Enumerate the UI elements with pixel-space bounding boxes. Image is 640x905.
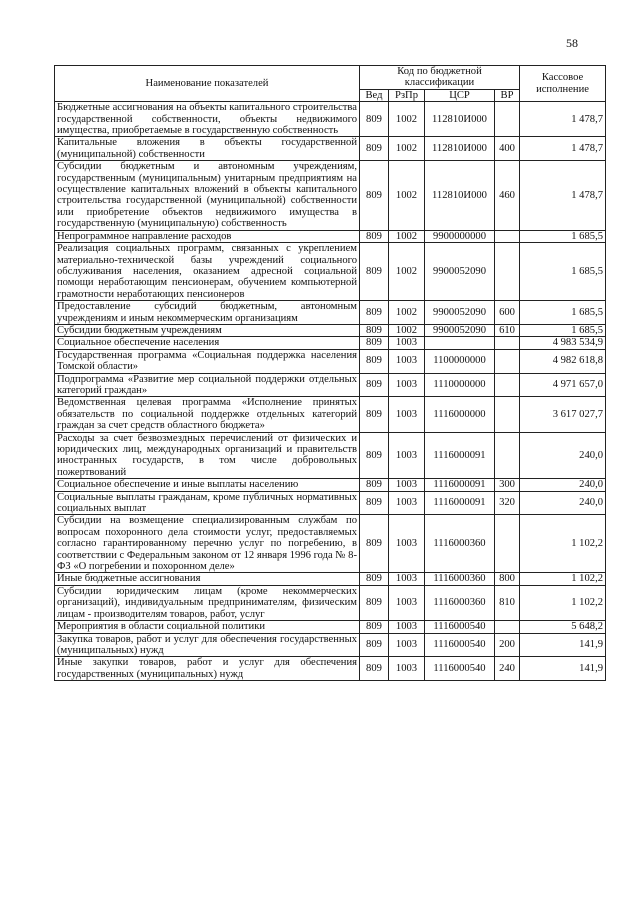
header-ved: Вед	[360, 89, 389, 101]
row-vr: 200	[495, 633, 520, 657]
row-amount: 1 102,2	[520, 515, 606, 573]
row-ved: 809	[360, 324, 389, 336]
row-vr: 610	[495, 324, 520, 336]
table-row	[55, 102, 606, 137]
table-row	[55, 161, 606, 230]
row-rzpr: 1002	[389, 102, 425, 137]
row-csr: 1116000091	[425, 432, 495, 479]
row-vr	[495, 349, 520, 373]
row-amount: 240,0	[520, 432, 606, 479]
row-csr	[425, 337, 495, 349]
row-ved: 809	[360, 515, 389, 573]
row-csr: 112810И000	[425, 161, 495, 230]
row-vr	[495, 432, 520, 479]
row-name: Предоставление субсидий бюджетным, автономным учреждениям и иным некоммерческим организациям	[55, 301, 360, 325]
row-rzpr: 1003	[389, 657, 425, 681]
row-name: Капитальные вложения в объекты государственной (муниципальной) собственности	[55, 137, 360, 161]
row-name: Субсидии на возмещение специализированным службам по вопросам похоронного дела стоимости услуг, предоставляемых согласно гарантированному перечню услуг по погребению, в соответствии с Федеральным законом от 12 января 1996 года № 8-ФЗ «О погребении и похоронном деле»	[55, 515, 360, 573]
table-row	[55, 137, 606, 161]
table-body	[55, 102, 606, 681]
row-vr	[495, 373, 520, 397]
row-rzpr: 1003	[389, 337, 425, 349]
table-row	[55, 633, 606, 657]
row-name: Подпрограмма «Развитие мер социальной поддержки отдельных категорий граждан»	[55, 373, 360, 397]
table-row	[55, 337, 606, 349]
header-name: Наименование показателей	[55, 66, 360, 102]
row-ved: 809	[360, 230, 389, 242]
row-csr: 9900052090	[425, 301, 495, 325]
row-amount: 4 982 618,8	[520, 349, 606, 373]
row-vr: 810	[495, 585, 520, 620]
table-row	[55, 491, 606, 515]
row-vr	[495, 337, 520, 349]
row-ved: 809	[360, 301, 389, 325]
row-vr	[495, 621, 520, 633]
row-rzpr: 1003	[389, 585, 425, 620]
row-vr: 800	[495, 573, 520, 585]
row-ved: 809	[360, 102, 389, 137]
page-number: 58	[566, 36, 578, 50]
row-amount: 141,9	[520, 657, 606, 681]
row-name: Субсидии юридическим лицам (кроме некоммерческих организаций), индивидуальным предпринимателям, физическим лицам - производителям товаров, работ, услуг	[55, 585, 360, 620]
row-amount: 5 648,2	[520, 621, 606, 633]
row-rzpr: 1002	[389, 301, 425, 325]
row-ved: 809	[360, 657, 389, 681]
row-name: Социальное обеспечение населения	[55, 337, 360, 349]
row-ved: 809	[360, 491, 389, 515]
table-row	[55, 324, 606, 336]
row-rzpr: 1002	[389, 324, 425, 336]
row-name: Государственная программа «Социальная поддержка населения Томской области»	[55, 349, 360, 373]
row-rzpr: 1003	[389, 491, 425, 515]
row-csr: 1116000091	[425, 479, 495, 491]
table-row	[55, 432, 606, 479]
row-csr: 9900000000	[425, 230, 495, 242]
row-ved: 809	[360, 349, 389, 373]
table-row	[55, 479, 606, 491]
table-row	[55, 243, 606, 301]
row-name: Иные закупки товаров, работ и услуг для обеспечения государственных (муниципальных) нужд	[55, 657, 360, 681]
table-row	[55, 230, 606, 242]
row-amount: 1 685,5	[520, 324, 606, 336]
row-name: Субсидии бюджетным учреждениям	[55, 324, 360, 336]
row-csr: 112810И000	[425, 137, 495, 161]
row-vr	[495, 102, 520, 137]
table-row	[55, 301, 606, 325]
row-ved: 809	[360, 137, 389, 161]
row-csr: 1116000540	[425, 621, 495, 633]
header-vr: ВР	[495, 89, 520, 101]
header-code-group: Код по бюджетной классификации	[360, 66, 520, 90]
row-ved: 809	[360, 397, 389, 432]
row-vr: 320	[495, 491, 520, 515]
row-ved: 809	[360, 243, 389, 301]
row-rzpr: 1003	[389, 621, 425, 633]
row-name: Социальное обеспечение и иные выплаты населению	[55, 479, 360, 491]
row-ved: 809	[360, 373, 389, 397]
row-vr: 600	[495, 301, 520, 325]
row-csr: 1116000540	[425, 633, 495, 657]
budget-table	[54, 65, 606, 681]
row-amount: 240,0	[520, 479, 606, 491]
table-row	[55, 397, 606, 432]
row-name: Субсидии бюджетным и автономным учреждениям, государственным (муниципальным) унитарным предприятиям на осуществление капитальных вложений в объекты капитального строительства государственной (муниципальной) собственности или приобретение объектов недвижимого имущества в государственную (муниципальную) собственность	[55, 161, 360, 230]
row-name: Закупка товаров, работ и услуг для обеспечения государственных (муниципальных) нужд	[55, 633, 360, 657]
row-vr	[495, 230, 520, 242]
row-rzpr: 1003	[389, 432, 425, 479]
table-row	[55, 373, 606, 397]
row-ved: 809	[360, 161, 389, 230]
row-amount: 141,9	[520, 633, 606, 657]
row-amount: 3 617 027,7	[520, 397, 606, 432]
table-row	[55, 657, 606, 681]
row-amount: 1 478,7	[520, 161, 606, 230]
row-vr	[495, 515, 520, 573]
row-name: Реализация социальных программ, связанных с укреплением материально-технической базы учреждений социального обслуживания населения, оказанием адресной социальной помощи неработающим пенсионерам, обучением компьютерной грамотности неработающих пенсионеров	[55, 243, 360, 301]
row-csr: 1116000360	[425, 515, 495, 573]
row-name: Бюджетные ассигнования на объекты капитального строительства государственной собственности, объекты недвижимого имущества, приобретаемые в государственную собственность	[55, 102, 360, 137]
row-ved: 809	[360, 573, 389, 585]
row-rzpr: 1003	[389, 373, 425, 397]
row-csr: 1116000360	[425, 573, 495, 585]
row-vr: 240	[495, 657, 520, 681]
row-csr: 1116000540	[425, 657, 495, 681]
row-amount: 1 478,7	[520, 102, 606, 137]
row-ved: 809	[360, 479, 389, 491]
row-ved: 809	[360, 621, 389, 633]
row-amount: 4 983 534,9	[520, 337, 606, 349]
row-amount: 240,0	[520, 491, 606, 515]
row-vr: 300	[495, 479, 520, 491]
row-name: Иные бюджетные ассигнования	[55, 573, 360, 585]
row-rzpr: 1003	[389, 397, 425, 432]
table-row	[55, 349, 606, 373]
table-row	[55, 515, 606, 573]
table-row	[55, 585, 606, 620]
row-ved: 809	[360, 633, 389, 657]
row-rzpr: 1003	[389, 479, 425, 491]
row-amount: 1 102,2	[520, 573, 606, 585]
header-amount: Кассовое исполнение	[520, 66, 606, 102]
row-rzpr: 1003	[389, 349, 425, 373]
row-name: Расходы за счет безвозмездных перечислений от физических и юридических лиц, международных организаций и правительств иностранных государств, в том числе добровольных пожертвований	[55, 432, 360, 479]
row-ved: 809	[360, 337, 389, 349]
row-ved: 809	[360, 432, 389, 479]
row-rzpr: 1003	[389, 573, 425, 585]
row-name: Непрограммное направление расходов	[55, 230, 360, 242]
row-vr: 460	[495, 161, 520, 230]
row-csr: 1116000091	[425, 491, 495, 515]
row-ved: 809	[360, 585, 389, 620]
row-csr: 1116000360	[425, 585, 495, 620]
header-rzpr: РзПр	[389, 89, 425, 101]
row-rzpr: 1002	[389, 161, 425, 230]
row-name: Мероприятия в области социальной политики	[55, 621, 360, 633]
row-amount: 1 685,5	[520, 243, 606, 301]
table-row	[55, 621, 606, 633]
row-name: Социальные выплаты гражданам, кроме публичных нормативных социальных выплат	[55, 491, 360, 515]
row-amount: 1 102,2	[520, 585, 606, 620]
row-amount: 1 685,5	[520, 230, 606, 242]
header-csr: ЦСР	[425, 89, 495, 101]
table-row	[55, 573, 606, 585]
row-vr: 400	[495, 137, 520, 161]
row-csr: 9900052090	[425, 243, 495, 301]
row-vr	[495, 397, 520, 432]
row-rzpr: 1003	[389, 515, 425, 573]
row-name: Ведомственная целевая программа «Исполнение принятых обязательств по социальной поддержке отдельных категорий граждан за счет средств областного бюджета»	[55, 397, 360, 432]
row-amount: 1 478,7	[520, 137, 606, 161]
row-csr: 112810И000	[425, 102, 495, 137]
row-rzpr: 1002	[389, 137, 425, 161]
row-amount: 4 971 657,0	[520, 373, 606, 397]
row-csr: 9900052090	[425, 324, 495, 336]
row-csr: 1116000000	[425, 397, 495, 432]
row-csr: 1100000000	[425, 349, 495, 373]
row-rzpr: 1002	[389, 243, 425, 301]
row-csr: 1110000000	[425, 373, 495, 397]
row-rzpr: 1003	[389, 633, 425, 657]
row-rzpr: 1002	[389, 230, 425, 242]
row-amount: 1 685,5	[520, 301, 606, 325]
row-vr	[495, 243, 520, 301]
table-header	[55, 66, 606, 102]
